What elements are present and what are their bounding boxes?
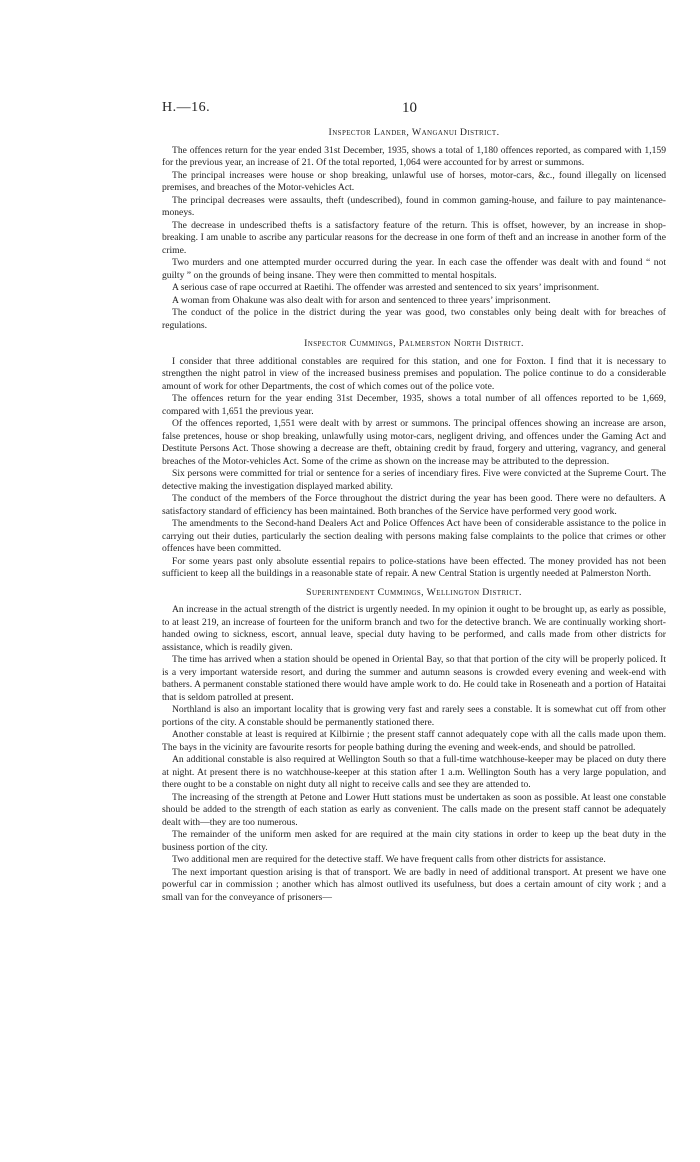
document-reference: H.—16. (162, 100, 211, 115)
paragraph: The decrease in undescribed thefts is a satisfactory feature of the return. This is offset, however, by an increase in shop-breaking. I am unable to ascribe any particular reasons for the decrease in one form of theft and an increase in another form of the crime. (162, 219, 666, 256)
paragraph: Six persons were committed for trial or sentence for a series of incendiary fires. Five were convicted at the Supreme Court. The detective making the investigation displayed marked ability. (162, 468, 666, 492)
paragraph: I consider that three additional constables are required for this station, and one for Foxton. I find that it is necessary to strengthen the night patrol in view of the increased business premises and population. The police continue to do a considerable amount of work for other Departments, the cost of which comes out of the police vote. (162, 355, 666, 392)
paragraph: The offences return for the year ending 31st December, 1935, shows a total number of all offences reported to be 1,669, compared with 1,651 the previous year. (162, 393, 666, 417)
paragraph: The next important question arising is that of transport. We are badly in need of additional transport. At present we have one powerful car in commission ; another which has almost outlived its usefulness, but does a certain amount of city work ; and a small van for the conveyance of prisoners— (162, 866, 666, 903)
paragraph: Two additional men are required for the detective staff. We have frequent calls from other districts for assistance. (172, 854, 606, 865)
paragraph: A serious case of rape occurred at Raetihi. The offender was arrested and sentenced to six years’ imprisonment. (172, 282, 600, 293)
paragraph: Another constable at least is required at Kilbirnie ; the present staff cannot adequately cope with all the calls made upon them. The bays in the vicinity are favourite resorts for people bathing during the evening and week-ends, and should be patrolled. (162, 729, 666, 753)
paragraph: An increase in the actual strength of the district is urgently needed. In my opinion it ought to be brought up, as early as possible, to at least 219, an increase of fourteen for the uniform branch and two for the detective branch. We are continually working short-handed owing to sickness, escort, annual leave, special duty having to be performed, and calls made from other districts for assistance, which is readily given. (162, 604, 666, 653)
paragraph: The offences return for the year ended 31st December, 1935, shows a total of 1,180 offences reported, as compared with 1,159 for the previous year, an increase of 21. Of the total reported, 1,064 were accounted for by arrest or summons. (162, 144, 666, 168)
page-number: 10 (402, 100, 417, 116)
paragraph: Of the offences reported, 1,551 were dealt with by arrest or summons. The principal offences showing an increase are arson, false pretences, house or shop breaking, unlawfully using motor-cars, negligent driving, and offences under the Gaming Act and Destitute Persons Act. Those showing a decrease are theft, obtaining credit by fraud, forgery and uttering, vagrancy, and general breaches of the Motor-vehicles Act. Some of the crime as shown on the increase may be attributed to the depression. (162, 418, 666, 467)
paragraph: The time has arrived when a station should be opened in Oriental Bay, so that that portion of the city will be properly policed. It is a very important waterside resort, and during the summer and autumn seasons is crowded every evening and week-end with bathers. A permanent constable stationed there would have ample work to do. He could take in Roseneath and a portion of Hataitai that is seldom patrolled at present. (162, 654, 666, 703)
paragraph: Two murders and one attempted murder occurred during the year. In each case the offender was dealt with and found “ not guilty ” on the grounds of being insane. They were then committed to mental hospitals. (162, 257, 666, 281)
paragraph: The amendments to the Second-hand Dealers Act and Police Offences Act have been of considerable assistance to the police in carrying out their duties, particularly the section dealing with persons making false complaints to the police that crimes or other offences have been committed. (162, 518, 666, 554)
section-heading: Superintendent Cummings, Wellington District. (306, 586, 522, 598)
paragraph: The increasing of the strength at Petone and Lower Hutt stations must be undertaken as soon as possible. At least one constable should be added to the strength of each station as early as convenient. The calls made on the present staff cannot be adequately dealt with—they are too numerous. (162, 791, 666, 828)
paragraph: The principal increases were house or shop breaking, unlawful use of horses, motor-cars, &c., found illegally on licensed premises, and breaches of the Motor-vehicles Act. (162, 169, 666, 193)
paragraph: The principal decreases were assaults, theft (undescribed), found in common gaming-house, and failure to pay maintenance-moneys. (162, 194, 666, 218)
paragraph: The remainder of the uniform men asked for are required at the main city stations in order to keep up the beat duty in the business portion of the city. (162, 829, 666, 853)
paragraph: A woman from Ohakune was also dealt with for arson and sentenced to three years’ imprisonment. (172, 294, 551, 306)
page-header (162, 100, 542, 120)
report-body (162, 127, 666, 904)
paragraph: An additional constable is also required at Wellington South so that a full-time watchhouse-keeper may be placed on duty there at night. At present there is no watchhouse-keeper at this station after 1 a.m. Wellington South has a very large population, and there ought to be a constable on night duty all night to receive calls and see they are attended to. (162, 754, 666, 790)
section-heading: Inspector Lander, Wanganui District. (328, 127, 500, 138)
section-heading: Inspector Cummings, Palmerston North District. (304, 338, 524, 349)
paragraph: The conduct of the members of the Force throughout the district during the year has been good. There were no defaulters. A satisfactory standard of efficiency has been maintained. Both branches of the Service have performed very good work. (162, 493, 666, 517)
paragraph: Northland is also an important locality that is growing very fast and rarely sees a constable. It is somewhat cut off from other portions of the city. A constable should be permanently stationed there. (162, 704, 666, 728)
paragraph: For some years past only absolute essential repairs to police-stations have been effected. The money provided has not been sufficient to keep all the buildings in a reasonable state of repair. A new Central Station is urgently needed at Palmerston North. (162, 555, 666, 579)
paragraph: The conduct of the police in the district during the year was good, two constables only being dealt with for breaches of regulations. (162, 307, 666, 331)
